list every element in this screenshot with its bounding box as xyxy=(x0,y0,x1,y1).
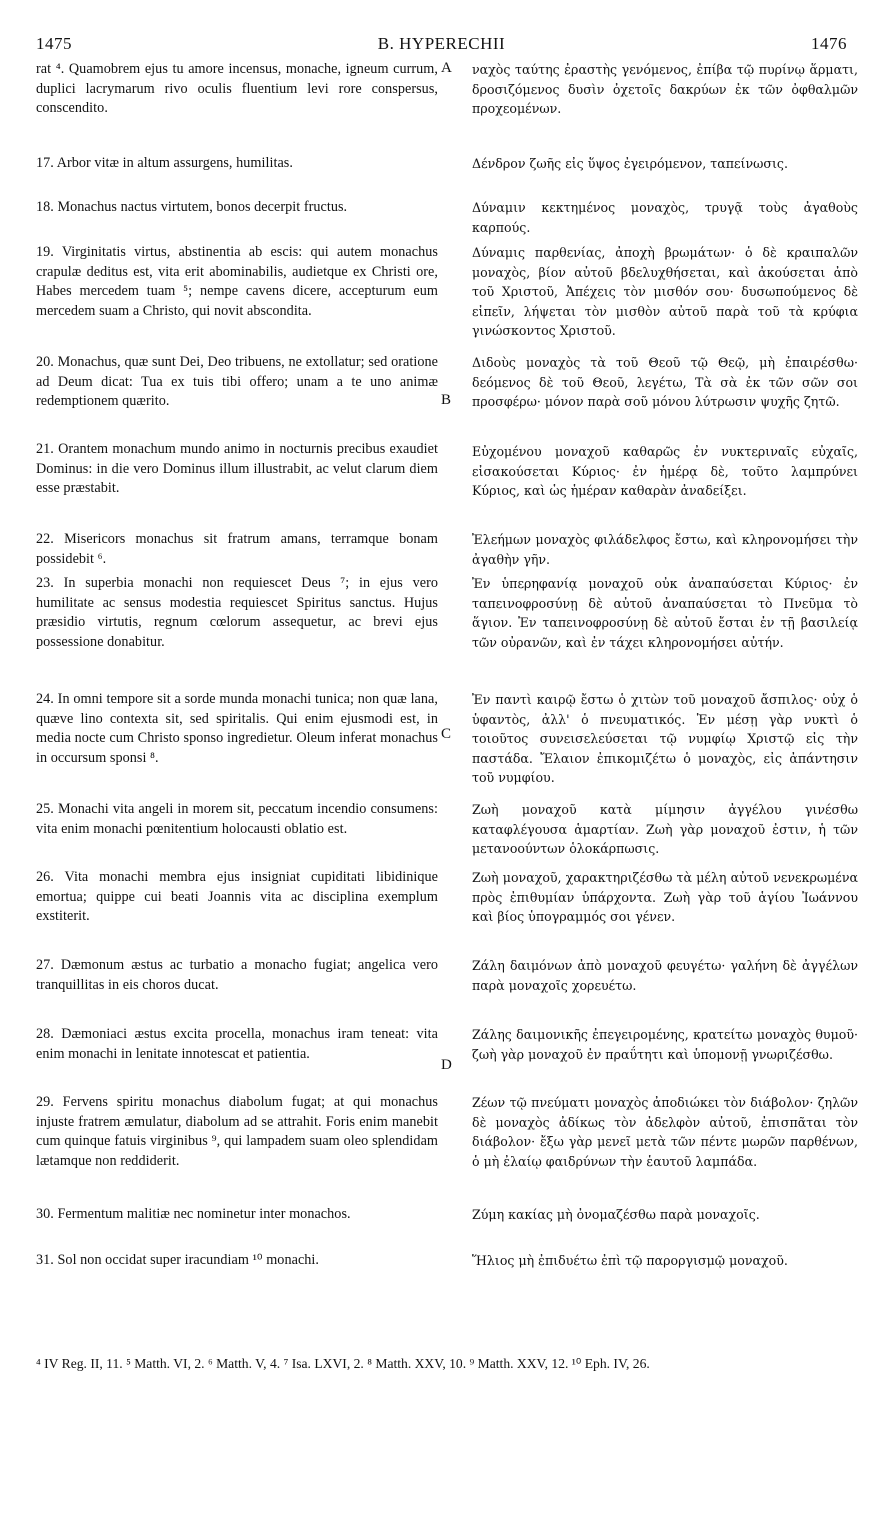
greek-paragraph: Ζάλης δαιμονικῆς ἐπεγειρομένης, κρατείτω μοναχὸς θυμοῦ· ζωὴ γὰρ μοναχοῦ ἐν πραΰτητι καὶ ὑπομονῇ γνωριζέσθω. xyxy=(472,1027,858,1062)
page-header xyxy=(36,34,847,58)
latin-paragraph: 27. Dæmonum æstus ac turbatio a monacho fugiat; angelica vero tranquillitas in eis choros ducat. xyxy=(36,957,438,993)
latin-paragraph: 28. Dæmoniaci æstus excita procella, monachus iram teneat: vita enim monachi in lenitate innotescat et patientia. xyxy=(36,1026,438,1062)
margin-letter-c: C xyxy=(441,726,452,742)
greek-paragraph: Δύναμιν κεκτημένος μοναχὸς, τρυγᾷ τοὺς ἀγαθοὺς καρπούς. xyxy=(472,200,858,235)
running-title: B. HYPERECHII xyxy=(377,34,506,53)
latin-paragraph: 21. Orantem monachum mundo animo in nocturnis precibus exaudiet Dominus: in die vero Dominus illum illustrabit, ac velut clarum diem esse præstabit. xyxy=(36,441,438,497)
greek-paragraph: Ἐν παντὶ καιρῷ ἔστω ὁ χιτὼν τοῦ μοναχοῦ ἄσπιλος· οὐχ ὁ ὑφαντὸς, ἀλλ' ὁ πνευματικός. Ἐν μέσῃ γὰρ νυκτὶ ὁ τοιοῦτος συνεισελεύσεται τῷ νυμφίῳ Χριστῷ εἰς τὴν παστάδα. Ἔλαιον ἐπικομιζέτω ὁ μοναχὸς, εἰς ἀπάντησιν τοῦ νυμφίου. xyxy=(472,692,858,786)
greek-paragraph: Δένδρον ζωῆς εἰς ὕψος ἐγειρόμενον, ταπείνωσις. xyxy=(472,156,788,171)
footnotes: ⁴ IV Reg. II, 11. ⁵ Matth. VI, 2. ⁶ Matth. V, 4. ⁷ Isa. LXVI, 2. ⁸ Matth. XXV, 10. ⁹ Matth. XXV, 12. ¹⁰ Eph. IV, 26. xyxy=(36,1356,650,1371)
greek-paragraph: Διδοὺς μοναχὸς τὰ τοῦ Θεοῦ τῷ Θεῷ, μὴ ἐπαιρέσθω· δεόμενος δὲ τοῦ Θεοῦ, λεγέτω, Τὰ σὰ ἐκ τῶν σῶν σοι προσφέρω· μόνον παρὰ σοῦ μόνου λύτρωσιν ψυχῆς ζητῶ. xyxy=(472,355,858,410)
latin-paragraph: 24. In omni tempore sit a sorde munda monachi tunica; non quæ lana, quæve lino contexta sit, sed spiritalis. Qui enim ejusmodi est, in media nocte cum Christo sponso ingredietur. Oleum inferat monachus in occursum sponsi ⁸. xyxy=(36,691,438,766)
latin-paragraph: 23. In superbia monachi non requiescet Deus ⁷; in ejus vero humilitate ac sensus modestia requiescet Spiritus sanctus. Hujus præsidio virtutis, regnum cœlorum assequetur, ac brevi ejus possessione donabitur. xyxy=(36,575,438,650)
latin-paragraph: 29. Fervens spiritu monachus diabolum fugat; at qui monachus injuste fratrem æmulatur, diabolum ad se attrahit. Foris enim manebit cum quinque fatuis virginibus ⁹, qui lampadem suam oleo splendidam lætamque non reddiderit. xyxy=(36,1094,438,1169)
latin-paragraph: 22. Misericors monachus sit fratrum amans, terramque bonam possidebit ⁶. xyxy=(36,531,438,567)
margin-letter-a: A xyxy=(441,60,452,76)
greek-paragraph: Ἐλεήμων μοναχὸς φιλάδελφος ἔστω, καὶ κληρονομήσει τὴν ἀγαθὴν γῆν. xyxy=(472,532,858,567)
latin-paragraph: 30. Fermentum malitiæ nec nominetur inter monachos. xyxy=(36,1206,351,1222)
greek-paragraph: Ἐν ὑπερηφανίᾳ μοναχοῦ οὐκ ἀναπαύσεται Κύριος· ἐν ταπεινοφροσύνῃ δὲ αὐτοῦ ἀναπαύσεται τὸ Πνεῦμα τὸ ἅγιον. Ἐν ταπεινοφροσύνῃ δὲ αὐτοῦ ἔσται ἐν τῇ βασιλείᾳ τῶν οὐρανῶν, καὶ ἐν τάχει κληρονομήσει αὐτήν. xyxy=(472,576,858,650)
greek-paragraph: Ζωὴ μοναχοῦ κατὰ μίμησιν ἀγγέλου γινέσθω καταφλέγουσα ἁμαρτίαν. Ζωὴ γὰρ μοναχοῦ ἐστιν, ἡ τῶν μετανοούντων ὁλοκάρπωσις. xyxy=(472,802,858,857)
greek-paragraph: Δύναμις παρθενίας, ἀποχὴ βρωμάτων· ὁ δὲ κραιπαλῶν μοναχὸς, βίον αὐτοῦ βδελυχθήσεται, καὶ ἀκούσεται ἀπὸ τοῦ Χριστοῦ, Ἀπέχεις τὸν μισθόν σου· δυσωπούμενος δὲ εἰπεῖν, λήψεται τὸν μισθὸν αὐτοῦ παρὰ τοῦ τὰ κρύφια γινώσκοντος Χριστοῦ. xyxy=(472,245,858,339)
margin-letter-d: D xyxy=(441,1057,452,1073)
latin-paragraph: 20. Monachus, quæ sunt Dei, Deo tribuens, ne extollatur; sed oratione ad Deum dicat: Tua ex tuis tibi offero; unam a te uno animæ redemptionem quærito. xyxy=(36,354,438,410)
greek-paragraph: Ζέων τῷ πνεύματι μοναχὸς ἀποδιώκει τὸν διάβολον· ζηλῶν δὲ μοναχὸς ἀδίκως τὸν ἀδελφὸν αὐτοῦ, ἐπισπᾶται τὸν διάβολον· ἔξω γὰρ μενεῖ μετὰ τῶν πέντε μωρῶν παρθένων, ὁ μὴ ἐλαίῳ φαιδρύνων τὴν ἑαυτοῦ λαμπάδα. xyxy=(472,1095,858,1169)
page-number-right: 1476 xyxy=(811,34,847,53)
greek-paragraph: Ζύμη κακίας μὴ ὀνομαζέσθω παρὰ μοναχοῖς. xyxy=(472,1207,760,1222)
greek-paragraph: ναχὸς ταύτης ἐραστὴς γενόμενος, ἐπίβα τῷ πυρίνῳ ἅρματι, δροσιζόμενος δυσὶν ὀχετοῖς δακρύων ἐκ τῶν ὀφθαλμῶν προχεομένων. xyxy=(472,62,858,117)
latin-paragraph: 26. Vita monachi membra ejus insigniat cupiditati libidinique emortua; quippe cui beati Joannis vita ac disciplina exemplum exstiterit. xyxy=(36,869,438,925)
latin-paragraph: 31. Sol non occidat super iracundiam ¹⁰ monachi. xyxy=(36,1252,320,1268)
latin-paragraph: 18. Monachus nactus virtutem, bonos decerpit fructus. xyxy=(36,199,348,215)
latin-paragraph: 19. Virginitatis virtus, abstinentia ab escis: qui autem monachus crapulæ deditus est, vita erit abominabilis, audietque ex Christi ore, Habes mercedem tuam ⁵; nempe cavens dicere, accepturum eum mercedem suam a Christo, qui novit abscondita. xyxy=(36,244,438,319)
latin-paragraph: rat ⁴. Quamobrem ejus tu amore incensus, monache, igneum currum, duplici lacrymarum rivo oculis fluentium levi rore conspersus, conscendito. xyxy=(36,61,438,117)
margin-letter-b: B xyxy=(441,392,452,408)
greek-paragraph: Ἥλιος μὴ ἐπιδυέτω ἐπὶ τῷ παροργισμῷ μοναχοῦ. xyxy=(472,1253,788,1268)
greek-paragraph: Ζωὴ μοναχοῦ, χαρακτηριζέσθω τὰ μέλη αὐτοῦ νενεκρωμένα πρὸς ἐπιθυμίαν ὑπάρχοντα. Ζωὴ γὰρ τοῦ ἁγίου Ἰωάννου καὶ βίος ὑπογραμμός σοι γένεν. xyxy=(472,870,858,925)
greek-paragraph: Ζάλη δαιμόνων ἀπὸ μοναχοῦ φευγέτω· γαλήνη δὲ ἀγγέλων παρὰ μοναχοῖς χορευέτω. xyxy=(472,958,858,993)
latin-paragraph: 25. Monachi vita angeli in morem sit, peccatum incendio consumens: vita enim monachi pœnitentium holocausti oblatio est. xyxy=(36,801,438,837)
latin-paragraph: 17. Arbor vitæ in altum assurgens, humilitas. xyxy=(36,155,293,171)
page-number-left: 1475 xyxy=(36,34,72,53)
greek-paragraph: Εὐχομένου μοναχοῦ καθαρῶς ἐν νυκτεριναῖς εὐχαῖς, εἰσακούσεται Κύριος· ἐν ἡμέρᾳ δὲ, τοῦτο λαμπρύνει Κύριος, καὶ ὡς ἡμέραν καθαρὰν ἀναδείξει. xyxy=(472,444,858,499)
